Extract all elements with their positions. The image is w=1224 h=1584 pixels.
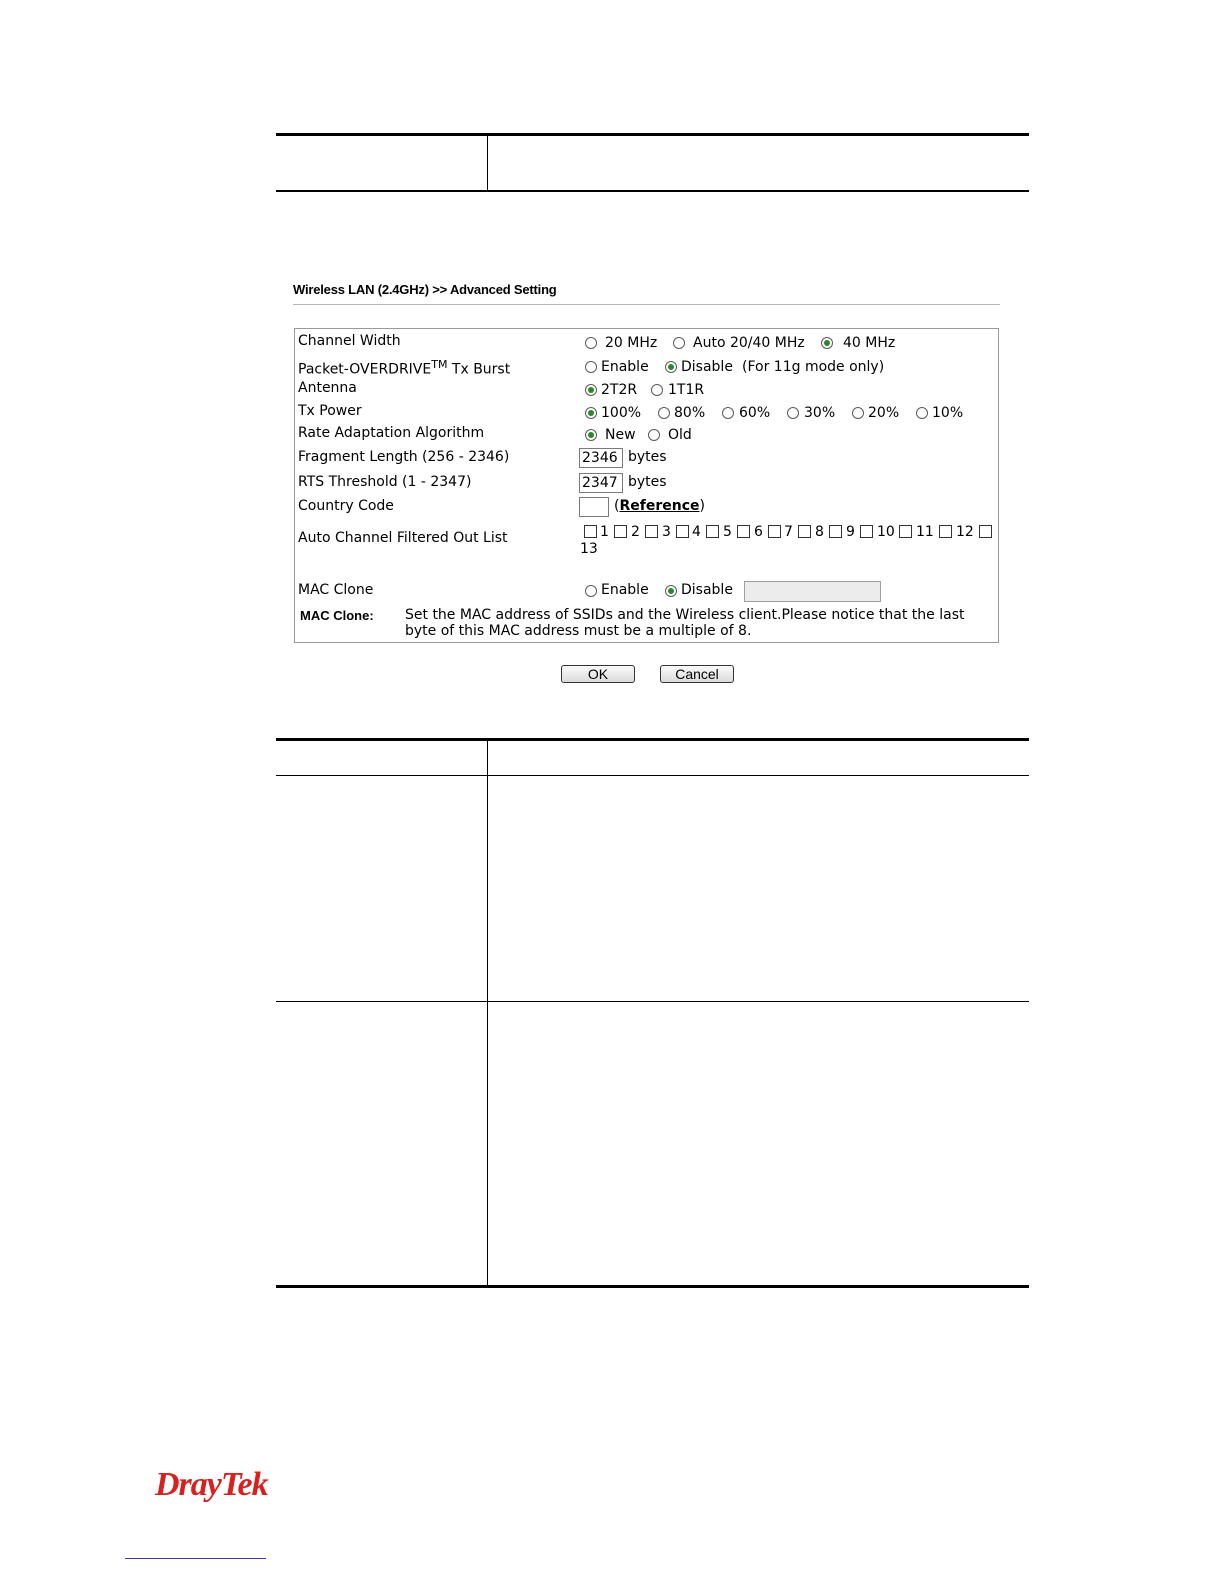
channel-12-label: 12 xyxy=(956,524,974,540)
mac-clone-label: MAC Clone xyxy=(298,582,374,598)
channel-13-label: 13 xyxy=(580,541,598,557)
channel-8-label: 8 xyxy=(815,524,824,540)
tx-burst-label: Packet-OVERDRIVE™ Tx Burst xyxy=(298,358,511,378)
desc-table-row-rule xyxy=(276,1001,1029,1002)
channel-6-label: 6 xyxy=(754,524,763,540)
tx-power-80-label: 80% xyxy=(674,405,706,421)
tx-power-60-label: 60% xyxy=(739,405,771,421)
fragment-length-input[interactable]: 2346 xyxy=(579,448,623,468)
rts-threshold-unit: bytes xyxy=(628,474,667,490)
antenna-label: Antenna xyxy=(298,380,357,396)
tx-power-20-radio[interactable] xyxy=(852,407,864,419)
channel-width-40-label: 40 MHz xyxy=(843,335,896,351)
note-key: MAC Clone: xyxy=(300,608,374,623)
channel-1-checkbox[interactable] xyxy=(584,525,597,538)
channel-9-label: 9 xyxy=(846,524,855,540)
footer-rule xyxy=(125,1558,266,1559)
tx-power-60-radio[interactable] xyxy=(722,407,734,419)
tx-power-30-label: 30% xyxy=(804,405,836,421)
country-code-label: Country Code xyxy=(298,498,394,514)
channel-7-label: 7 xyxy=(784,524,793,540)
country-code-reference: (Reference) xyxy=(614,498,705,514)
reference-link[interactable]: Reference xyxy=(619,498,700,514)
channel-3-checkbox[interactable] xyxy=(645,525,658,538)
channel-6-checkbox[interactable] xyxy=(737,525,750,538)
mac-clone-disable-radio[interactable] xyxy=(665,585,677,597)
fragment-length-label: Fragment Length (256 - 2346) xyxy=(298,449,510,465)
tx-power-label: Tx Power xyxy=(298,403,362,419)
rate-adaptation-new-radio[interactable] xyxy=(585,429,597,441)
channel-width-40-radio[interactable] xyxy=(821,337,833,349)
rate-adaptation-new-label: New xyxy=(605,427,636,443)
channel-width-auto-label: Auto 20/40 MHz xyxy=(693,335,805,351)
channel-width-20-radio[interactable] xyxy=(585,337,597,349)
top-table-rule-top xyxy=(276,133,1029,136)
top-table-rule-bottom xyxy=(276,190,1029,192)
mac-clone-enable-radio[interactable] xyxy=(585,585,597,597)
tx-burst-disable-label: Disable xyxy=(681,359,733,375)
draytek-logo: DrayTek xyxy=(155,1466,268,1503)
mac-clone-disable-label: Disable xyxy=(681,582,733,598)
tx-power-100-radio[interactable] xyxy=(585,407,597,419)
desc-table-rule-bottom xyxy=(276,1285,1029,1288)
tx-burst-note: (For 11g mode only) xyxy=(742,359,885,375)
top-table-divider xyxy=(487,136,488,191)
channel-7-checkbox[interactable] xyxy=(768,525,781,538)
tx-power-20-label: 20% xyxy=(868,405,900,421)
tx-power-100-label: 100% xyxy=(601,405,642,421)
title-divider xyxy=(293,304,1000,305)
rate-adaptation-label: Rate Adaptation Algorithm xyxy=(298,425,485,441)
antenna-2t2r-radio[interactable] xyxy=(585,384,597,396)
fragment-length-unit: bytes xyxy=(628,449,667,465)
rate-adaptation-old-label: Old xyxy=(668,427,692,443)
channel-2-checkbox[interactable] xyxy=(614,525,627,538)
ok-button[interactable]: OK xyxy=(561,665,635,683)
page-title: Wireless LAN (2.4GHz) >> Advanced Setting xyxy=(293,282,557,297)
channel-12-checkbox[interactable] xyxy=(939,525,952,538)
channel-11-checkbox[interactable] xyxy=(899,525,912,538)
mac-clone-enable-label: Enable xyxy=(601,582,649,598)
channel-3-label: 3 xyxy=(662,524,671,540)
country-code-input[interactable] xyxy=(579,497,609,517)
channel-width-label: Channel Width xyxy=(298,333,401,349)
rts-threshold-input[interactable]: 2347 xyxy=(579,473,623,493)
rate-adaptation-old-radio[interactable] xyxy=(648,429,660,441)
cancel-button[interactable]: Cancel xyxy=(660,665,734,683)
desc-table-divider xyxy=(487,741,488,1285)
channel-1-label: 1 xyxy=(600,524,609,540)
channel-10-checkbox[interactable] xyxy=(860,525,873,538)
desc-table-header-rule xyxy=(276,775,1029,776)
tx-burst-disable-radio[interactable] xyxy=(665,361,677,373)
mac-clone-input[interactable] xyxy=(744,581,881,602)
channel-4-label: 4 xyxy=(692,524,701,540)
channel-width-auto-radio[interactable] xyxy=(673,337,685,349)
channel-2-label: 2 xyxy=(631,524,640,540)
antenna-1t1r-radio[interactable] xyxy=(651,384,663,396)
tx-power-10-radio[interactable] xyxy=(916,407,928,419)
channel-5-checkbox[interactable] xyxy=(706,525,719,538)
auto-channel-label: Auto Channel Filtered Out List xyxy=(298,530,508,546)
antenna-2t2r-label: 2T2R xyxy=(601,382,638,398)
channel-5-label: 5 xyxy=(723,524,732,540)
channel-9-checkbox[interactable] xyxy=(829,525,842,538)
desc-table-rule-top xyxy=(276,738,1029,741)
channel-width-20-label: 20 MHz xyxy=(605,335,658,351)
channel-8-checkbox[interactable] xyxy=(798,525,811,538)
rts-threshold-label: RTS Threshold (1 - 2347) xyxy=(298,474,472,490)
tx-power-10-label: 10% xyxy=(932,405,964,421)
tx-power-80-radio[interactable] xyxy=(658,407,670,419)
channel-11-label: 11 xyxy=(916,524,934,540)
channel-4-checkbox[interactable] xyxy=(676,525,689,538)
antenna-1t1r-label: 1T1R xyxy=(668,382,705,398)
note-text: Set the MAC address of SSIDs and the Wireless client.Please notice that the last byte of this MAC address must be a multiple of 8. xyxy=(405,607,965,639)
channel-10-label: 10 xyxy=(877,524,895,540)
tx-burst-enable-radio[interactable] xyxy=(585,361,597,373)
tx-power-30-radio[interactable] xyxy=(787,407,799,419)
channel-13-checkbox[interactable] xyxy=(979,525,992,538)
tx-burst-enable-label: Enable xyxy=(601,359,649,375)
